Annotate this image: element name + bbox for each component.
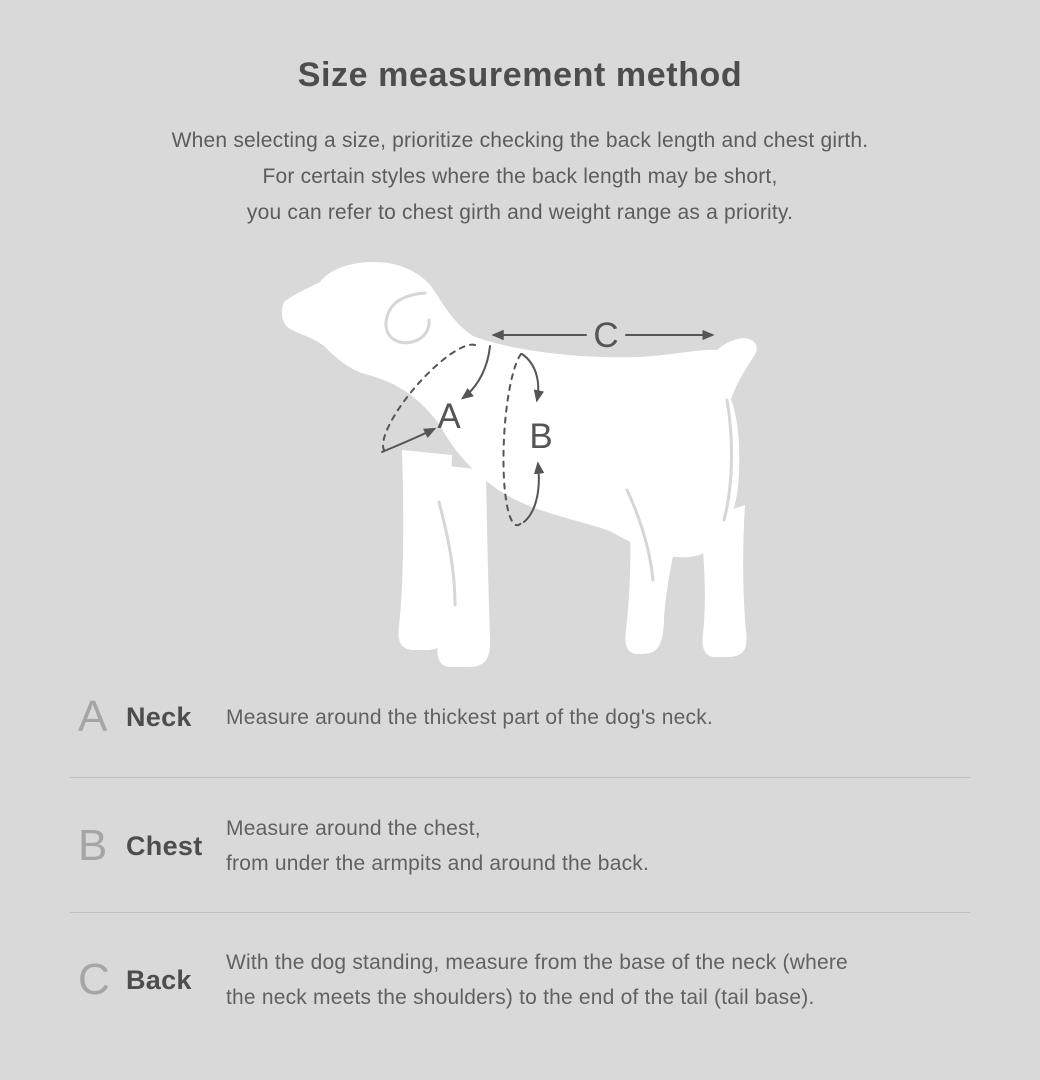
row-letter-a: A [78, 692, 108, 741]
measurement-row-back [78, 935, 978, 1025]
measurement-row-neck [78, 672, 978, 762]
intro-line-1: When selecting a size, prioritize checking the back length and chest girth. [171, 129, 869, 152]
dog-diagram-svg [250, 250, 790, 680]
chest-label: B [529, 417, 553, 456]
row-desc-back: With the dog standing, measure from the base of the neck (where the neck meets the shoulders) to the end of the tail (tail base). [226, 951, 848, 1009]
row-name-neck: Neck [126, 701, 192, 732]
back-label: C [593, 316, 619, 355]
intro-line-2: For certain styles where the back length may be short, [262, 165, 778, 188]
row-name-back: Back [126, 964, 192, 995]
page-title: Size measurement method [297, 56, 743, 94]
row-letter-c: C [78, 955, 110, 1004]
divider [70, 777, 970, 778]
row-name-chest: Chest [126, 830, 203, 861]
neck-arrow-lower [382, 429, 434, 452]
dog-measurement-diagram [250, 250, 790, 680]
intro-line-3: you can refer to chest girth and weight range as a priority. [246, 201, 794, 224]
divider [70, 912, 970, 913]
row-desc-neck: Measure around the thickest part of the dog's neck. [226, 705, 713, 729]
row-letter-b: B [78, 821, 108, 870]
dog-silhouette-icon [282, 262, 757, 667]
neck-label: A [437, 397, 461, 436]
row-desc-chest: Measure around the chest, from under the armpits and around the back. [226, 817, 650, 875]
intro-text [0, 123, 1040, 231]
measurement-row-chest [78, 801, 978, 891]
